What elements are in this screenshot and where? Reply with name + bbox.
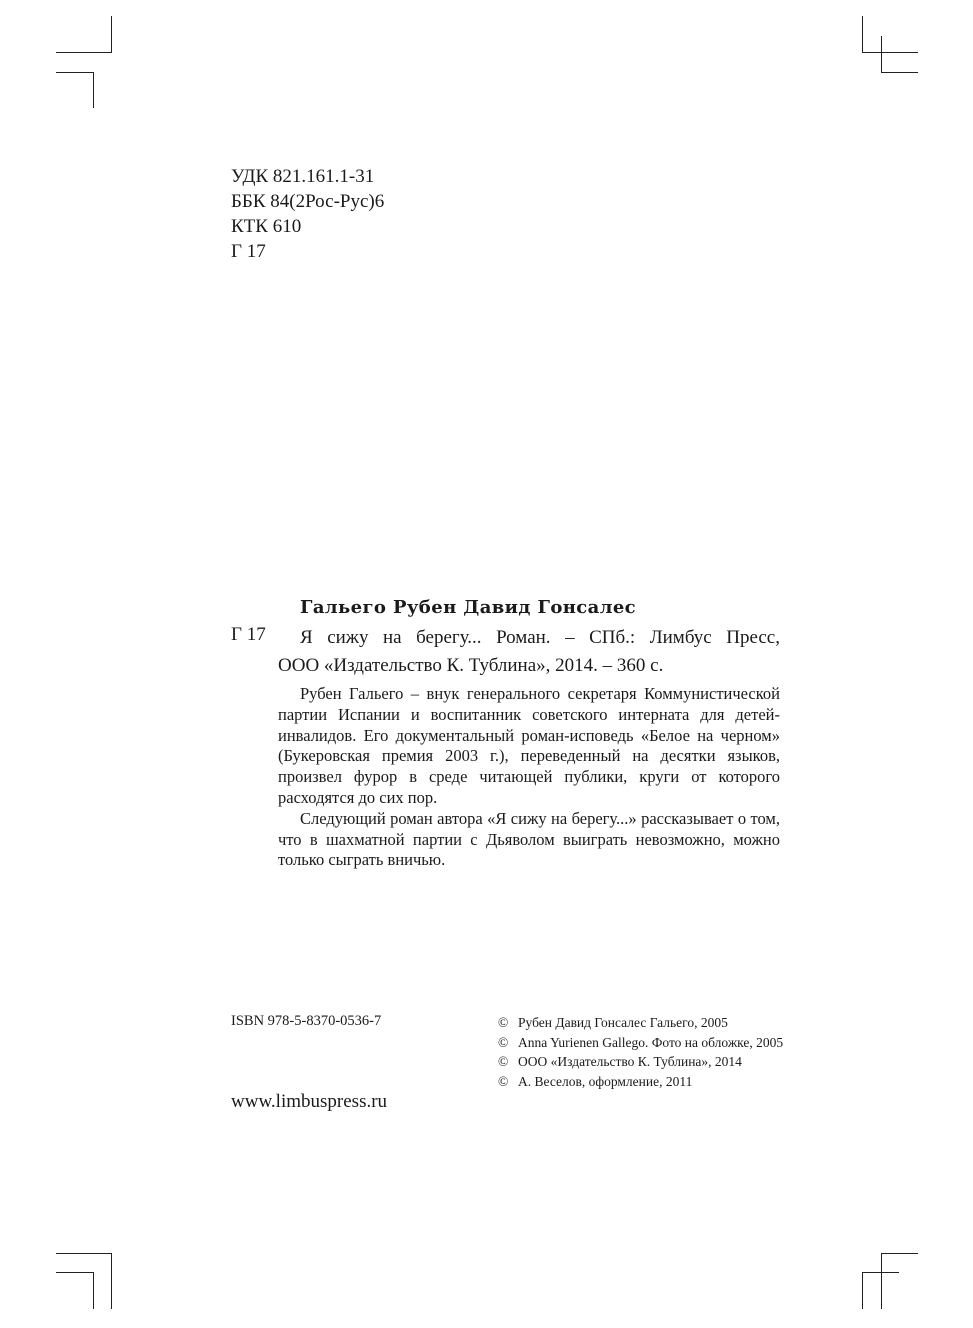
- crop-mark: [93, 1272, 94, 1309]
- copyright-list: [498, 1013, 788, 1091]
- udk-code: УДК 821.161.1-31: [231, 166, 375, 187]
- biblio-line: ООО «Издательство К. Тублина», 2014. – 360 с.: [278, 655, 664, 676]
- crop-mark: [93, 72, 94, 108]
- copyright-text: А. Веселов, оформление, 2011: [518, 1073, 693, 1089]
- crop-mark: [56, 72, 94, 73]
- copyright-text: Рубен Давид Гонсалес Гальего, 2005: [518, 1015, 728, 1030]
- crop-mark: [56, 52, 112, 53]
- copyright-item: [498, 1052, 788, 1072]
- annotation: [278, 684, 780, 871]
- author-heading: Гальего Рубен Давид Гонсалес: [300, 597, 637, 618]
- crop-mark: [111, 1253, 112, 1309]
- crop-mark: [881, 72, 918, 73]
- copyright-text: Anna Yurienen Gallego. Фото на обложке, 2005: [518, 1034, 784, 1050]
- copyright-item: [498, 1013, 788, 1033]
- author-mark: Г 17: [231, 241, 266, 262]
- annotation-paragraph: Следующий роман автора «Я сижу на берегу...» рассказывает о том, что в шахматной партии с Дьяволом выиграть невозможно, можно только сыграть вничью.: [278, 808, 780, 870]
- crop-mark: [56, 1253, 112, 1254]
- copyright-text: ООО «Издательство К. Тублина», 2014: [518, 1054, 742, 1069]
- crop-mark: [862, 1272, 863, 1309]
- crop-mark: [111, 16, 112, 53]
- crop-mark: [881, 1253, 918, 1254]
- ktk-code: КТК 610: [231, 216, 302, 237]
- copyright-item: [498, 1072, 788, 1092]
- isbn: ISBN 978-5-8370-0536-7: [231, 1013, 382, 1029]
- copyright-icon: ©: [498, 1073, 509, 1089]
- annotation-paragraph: Рубен Гальего – внук генерального секретаря Коммунистической партии Испании и воспитанник советского интерната для детей-инвалидов. Его документальный роман-исповедь «Белое на черном» (Букеровская премия 2003 г.), переведенный на десятки языков, произвел фурор в среде читающей публики, круги от которого расходятся до сих пор.: [278, 684, 780, 807]
- biblio-line: Я сижу на берегу... Роман. – СПб.: Лимбус Пресс,: [300, 627, 780, 648]
- crop-mark: [881, 1253, 882, 1309]
- catalog-codes: [231, 164, 384, 264]
- crop-mark: [862, 52, 918, 53]
- entry-author-mark: Г 17: [231, 624, 266, 645]
- crop-mark: [881, 36, 882, 73]
- copyright-icon: ©: [498, 1054, 509, 1069]
- bibliographic-description: [278, 624, 780, 680]
- crop-mark: [56, 1272, 94, 1273]
- copyright-icon: ©: [498, 1034, 509, 1050]
- copyright-icon: ©: [498, 1015, 509, 1030]
- bbk-code: ББК 84(2Рос-Рус)6: [231, 191, 385, 212]
- website-link[interactable]: www.limbuspress.ru: [231, 1091, 388, 1112]
- crop-mark: [862, 16, 863, 53]
- copyright-item: [498, 1033, 788, 1053]
